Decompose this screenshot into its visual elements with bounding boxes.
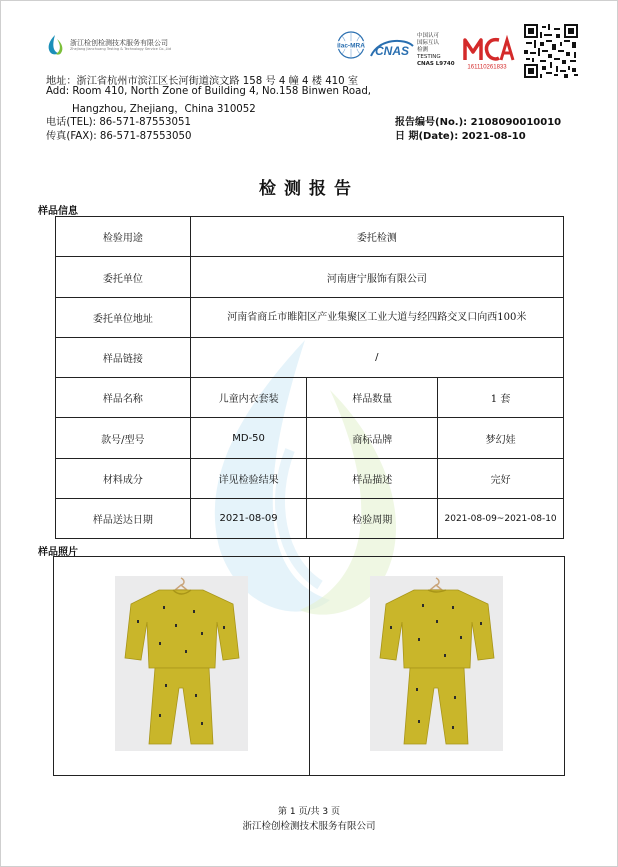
purpose-label: 检验用途 bbox=[56, 217, 191, 257]
table-row bbox=[56, 499, 564, 539]
test-period-value: 2021-08-09~2021-08-10 bbox=[438, 499, 564, 539]
footer-company: 浙江检创检测技术服务有限公司 bbox=[242, 821, 376, 832]
sample-description-value: 完好 bbox=[438, 459, 564, 499]
send-date-label: 样品送达日期 bbox=[56, 499, 191, 539]
sample-name-label: 样品名称 bbox=[56, 378, 191, 418]
sample-quantity-value: 1 套 bbox=[438, 378, 564, 418]
section-sample-photo: 样品照片 bbox=[38, 547, 78, 558]
table-row bbox=[56, 257, 564, 298]
test-period-label: 检验周期 bbox=[307, 499, 438, 539]
table-row bbox=[56, 338, 564, 378]
table-row bbox=[56, 459, 564, 499]
purpose-value: 委托检测 bbox=[190, 217, 563, 257]
cnas-mark bbox=[369, 36, 415, 60]
company-logo bbox=[44, 34, 171, 56]
material-label: 材料成分 bbox=[56, 459, 191, 499]
cnas-line-5: CNAS L9740 bbox=[417, 61, 455, 67]
table-row bbox=[56, 217, 564, 257]
cnas-accreditation-text bbox=[417, 33, 455, 68]
page-number: 第 1 页/共 3 页 bbox=[278, 807, 340, 817]
company-name-cn: 浙江检创检测技术服务有限公司 bbox=[70, 38, 168, 47]
report-date: 日 期(Date): 2021-08-10 bbox=[395, 131, 526, 142]
sample-photo-back bbox=[370, 576, 503, 751]
client-address-value: 河南省商丘市睢阳区产业集聚区工业大道与经四路交叉口向西100米 bbox=[190, 298, 563, 338]
table-row bbox=[56, 378, 564, 418]
photo-divider bbox=[309, 557, 310, 775]
cnas-line-2: 国际互认 bbox=[417, 40, 440, 46]
company-name-en: Zhejiang Jianchuang Testing & Technology Service Co.,Ltd bbox=[70, 46, 172, 51]
garment-back-image bbox=[370, 576, 503, 751]
model-label: 款号/型号 bbox=[56, 418, 191, 459]
brand-label: 商标品牌 bbox=[307, 418, 438, 459]
sample-name-value: 儿童内衣套装 bbox=[190, 378, 307, 418]
fax: 传真(FAX): 86-571-87553050 bbox=[46, 131, 192, 142]
brand-value: 梦幻娃 bbox=[438, 418, 564, 459]
cnas-line-4: TESTING bbox=[417, 54, 441, 60]
client-label: 委托单位 bbox=[56, 257, 191, 298]
material-value: 详见检验结果 bbox=[190, 459, 307, 499]
report-title: 检测报告 bbox=[259, 179, 359, 199]
cma-number: 161110261833 bbox=[467, 64, 507, 70]
sample-link-label: 样品链接 bbox=[56, 338, 191, 378]
report-number: 报告编号(No.): 2108090010010 bbox=[395, 117, 562, 128]
sample-link-value: / bbox=[190, 338, 563, 378]
client-address-label: 委托单位地址 bbox=[56, 298, 191, 338]
cnas-line-1: 中国认可 bbox=[417, 33, 440, 39]
table-row bbox=[56, 418, 564, 459]
sample-description-label: 样品描述 bbox=[307, 459, 438, 499]
sample-quantity-label: 样品数量 bbox=[307, 378, 438, 418]
cma-mark bbox=[459, 32, 515, 70]
address-cn: 地址：浙江省杭州市滨江区长河街道滨文路 158 号 4 幢 4 楼 410 室 bbox=[46, 76, 359, 87]
send-date-value: 2021-08-09 bbox=[190, 499, 307, 539]
qr-code bbox=[524, 24, 578, 78]
client-value: 河南唐宁服饰有限公司 bbox=[190, 257, 563, 298]
sample-photo-box bbox=[53, 556, 565, 776]
sample-info-table bbox=[55, 216, 564, 539]
section-sample-info: 样品信息 bbox=[38, 206, 78, 217]
model-value: MD-50 bbox=[190, 418, 307, 459]
garment-front-image bbox=[115, 576, 248, 751]
cnas-text: CNAS bbox=[374, 44, 410, 58]
ilac-text: ilac-MRA bbox=[337, 42, 365, 50]
telephone: 电话(TEL): 86-571-87553051 bbox=[46, 117, 191, 128]
sample-photo-front bbox=[115, 576, 248, 751]
ilac-mra-mark bbox=[333, 30, 369, 60]
address-en-line1: Add: Room 410, North Zone of Building 4, No.158 Binwen Road, bbox=[46, 86, 372, 97]
company-logo-icon bbox=[44, 34, 66, 56]
cnas-line-3: 检测 bbox=[417, 47, 429, 53]
address-en-line2: Hangzhou, Zhejiang，China 310052 bbox=[72, 104, 256, 115]
table-row bbox=[56, 298, 564, 338]
